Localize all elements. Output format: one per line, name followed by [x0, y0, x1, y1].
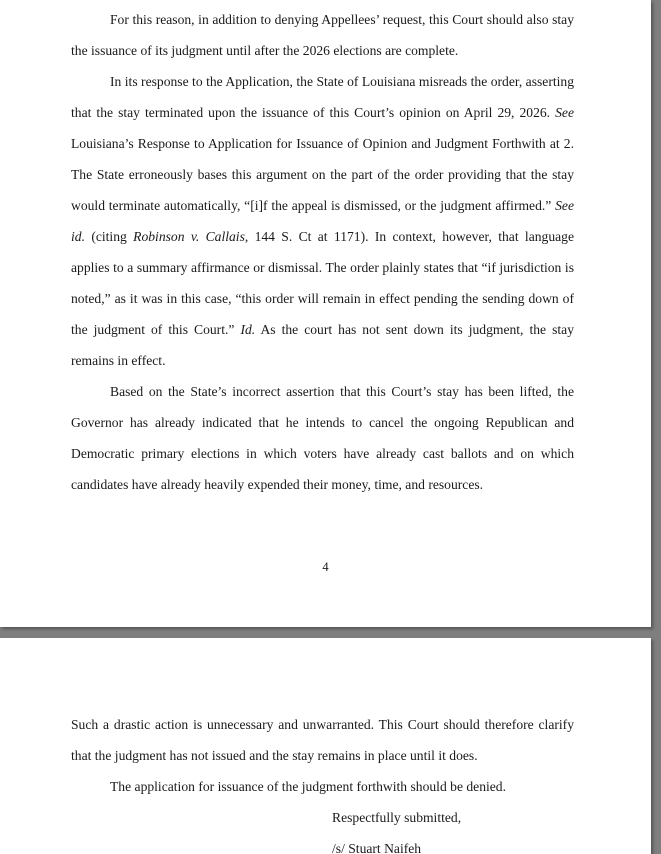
italic-citation: Robinson v. Callais	[133, 229, 245, 244]
text-run: For this reason, in addition to denying Appellees’ request, this Court should also stay the issuance of its judgment until after the 2026 elections are complete.	[71, 12, 574, 58]
continuation-paragraph: Such a drastic action is unnecessary and unwarranted. This Court should therefore clarify that the judgment has not issued and the stay remains in place until it does.	[71, 717, 574, 763]
italic-citation: Id.	[240, 322, 256, 337]
text-run: (citing	[84, 229, 134, 244]
italic-citation: See id.	[71, 198, 574, 244]
text-run: Louisiana’s Response to Application for Issuance of Opinion and Judgment Forthwith at 2. The State erroneously bases this argument on the part of the order providing that the stay would terminate automatically, “[i]f the appeal is dismissed, or the judgment affirmed.”	[71, 136, 574, 213]
conclusion-paragraph: The application for issuance of the judgment forthwith should be denied.	[110, 779, 507, 794]
text-run: As the court has not sent down its judgment, the stay remains in effect.	[71, 322, 575, 368]
closing-text: Respectfully submitted,	[332, 810, 462, 825]
text-run: Based on the State’s incorrect assertion that this Court’s stay has been lifted, the Governor has already indicated that he intends to cancel the ongoing Republican and Democratic primary elections in which voters have already cast ballots and on which candidates have already heavily expended their money, time, and resources.	[71, 384, 574, 492]
signature-block	[332, 802, 461, 854]
body-paragraph	[71, 4, 574, 66]
signature-line: /s/ Stuart Naifeh	[332, 841, 422, 854]
page-number: 4	[322, 560, 329, 574]
body-paragraph	[71, 66, 574, 376]
text-run: In its response to the Application, the State of Louisiana misreads the order, asserting that the stay terminated upon the issuance of this Court’s opinion on April 29, 2026.	[71, 74, 574, 120]
page-body-text	[71, 4, 574, 500]
text-run: , 144 S. Ct at 1171). In context, however, that language applies to a summary affirmance or dismissal. The order plainly states that “if jurisdiction is noted,” as it was in this case, “this order will remain in effect pending the sending down of the judgment of this Court.”	[71, 229, 574, 337]
body-paragraph	[71, 376, 574, 500]
continuation-text	[71, 709, 574, 802]
italic-citation: See	[555, 105, 574, 120]
